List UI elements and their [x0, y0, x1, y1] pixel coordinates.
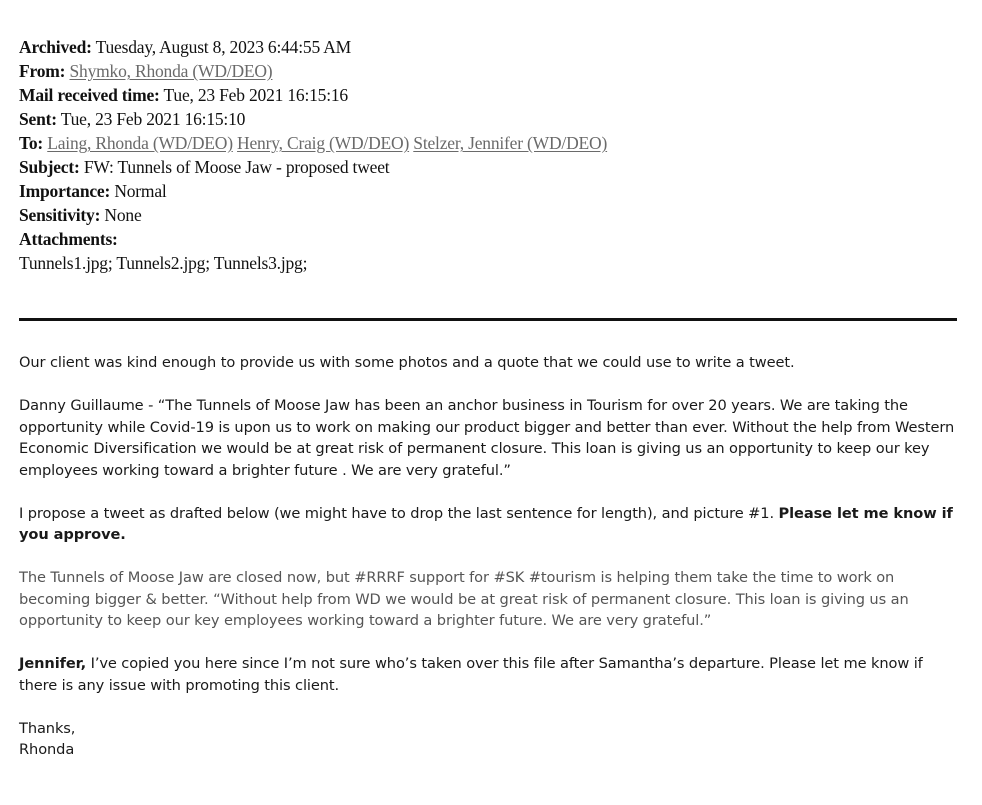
jennifer-text: I’ve copied you here since I’m not sure who’s taken over this file after Samantha’s departure. Please let me know if there is any issue with promoting this client.: [19, 655, 923, 694]
proposal-paragraph: [19, 503, 964, 546]
proposal-request: Please let me know if you approve.: [19, 504, 953, 543]
proposal-text: I propose a tweet as drafted below (we might have to drop the last sentence for length), and picture #1.: [19, 504, 774, 522]
to-recipient-link[interactable]: Henry, Craig (WD/DEO): [237, 133, 410, 153]
quote-paragraph: Danny Guillaume - “The Tunnels of Moose Jaw has been an anchor business in Tourism for over 20 years. We are taking the opportunity while Covid-19 is upon us to work on making our product bigger and better than ever. Without the help from Western Economic Diversification we would be at great risk of permanent closure. This loan is giving us an opportunity to keep our key employees working toward a brighter future . We are very grateful.”: [19, 397, 955, 479]
subject-value: FW: Tunnels of Moose Jaw - proposed tweet: [83, 157, 390, 177]
received-label: Mail received time:: [19, 85, 160, 105]
closing: Thanks,: [19, 719, 76, 737]
received-row: [19, 83, 959, 107]
to-recipient-link[interactable]: Laing, Rhonda (WD/DEO): [47, 133, 233, 153]
subject-row: [19, 155, 959, 179]
sensitivity-label: Sensitivity:: [19, 205, 101, 225]
sensitivity-value: None: [104, 205, 142, 225]
attachments-value[interactable]: Tunnels1.jpg; Tunnels2.jpg; Tunnels3.jpg;: [19, 253, 308, 273]
from-row: [19, 59, 959, 83]
header-divider: [19, 318, 957, 321]
received-value: Tue, 23 Feb 2021 16:15:16: [163, 85, 348, 105]
attachments-list: [19, 251, 959, 275]
sent-label: Sent:: [19, 109, 57, 129]
tweet-draft-paragraph: The Tunnels of Moose Jaw are closed now, but #RRRF support for #SK #tourism is helping them take the time to work on becoming bigger & better. “Without help from WD we would be at great risk of permanent closure. This loan is giving us an opportunity to keep our key employees working toward a brighter future. We are very grateful.”: [19, 569, 909, 629]
sent-value: Tue, 23 Feb 2021 16:15:10: [60, 109, 246, 129]
sent-row: [19, 107, 959, 131]
archived-label: Archived:: [19, 37, 92, 57]
subject-label: Subject:: [19, 157, 80, 177]
attachments-row: [19, 227, 959, 251]
to-row: [19, 131, 959, 155]
importance-row: [19, 179, 959, 203]
from-label: From:: [19, 61, 66, 81]
from-sender-link[interactable]: Shymko, Rhonda (WD/DEO): [69, 61, 273, 81]
archived-row: [19, 35, 959, 59]
importance-label: Importance:: [19, 181, 111, 201]
email-body: [19, 352, 964, 761]
attachments-label: Attachments:: [19, 229, 118, 249]
importance-value: Normal: [114, 181, 167, 201]
archived-value: Tuesday, August 8, 2023 6:44:55 AM: [95, 37, 352, 57]
to-recipient-link[interactable]: Stelzer, Jennifer (WD/DEO): [413, 133, 608, 153]
jennifer-paragraph: [19, 653, 964, 696]
jennifer-salutation: Jennifer,: [19, 655, 87, 672]
intro-paragraph: Our client was kind enough to provide us with some photos and a quote that we could use to write a tweet.: [19, 354, 795, 371]
to-label: To:: [19, 133, 44, 153]
signature: Rhonda: [19, 741, 75, 758]
sensitivity-row: [19, 203, 959, 227]
email-header: [19, 35, 959, 275]
